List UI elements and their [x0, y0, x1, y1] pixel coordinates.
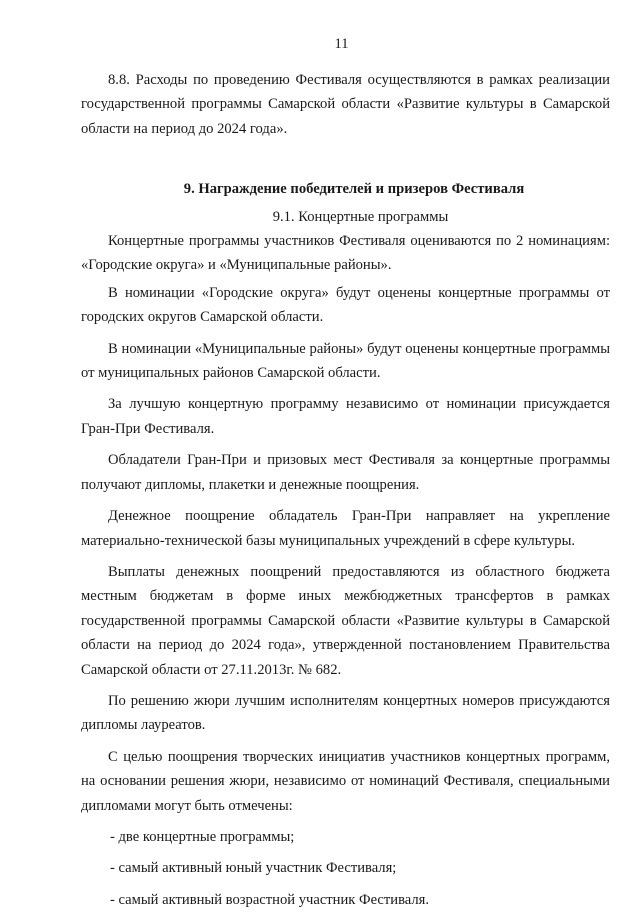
paragraph-payments: Выплаты денежных поощрений предоставляются из областного бюджета местным бюджетам в форме иных межбюджетных трансфертов в рамках государственной программы Самарской области «Развитие культуры в Самарской области на период до 2024 года», утвержденной постановлением Правительства Самарской области от 27.11.2013г. № 682.	[81, 563, 610, 678]
list-item: - самый активный возрастной участник Фестиваля.	[110, 891, 430, 908]
paragraph-city-districts: В номинации «Городские округа» будут оценены концертные программы от городских округов Самарской области.	[81, 284, 610, 326]
paragraph-winners-awards: Обладатели Гран-При и призовых мест Фестиваля за концертные программы получают дипломы, плакетки и денежные поощрения.	[81, 452, 610, 493]
section-9-title: 9. Награждение победителей и призеров Фестиваля	[183, 181, 525, 198]
paragraph-nominations: Концертные программы участников Фестиваля оцениваются по 2 номинациям: «Городские округа» и «Муниципальные районы».	[81, 233, 610, 274]
list-item: - две концертные программы;	[110, 828, 295, 845]
paragraph-laureate-diplomas: По решению жюри лучшим исполнителям концертных номеров присуждаются дипломы лауреатов.	[81, 692, 610, 734]
paragraph-monetary-reward: Денежное поощрение обладатель Гран-При направляет на укрепление материально-технической базы муниципальных учреждений в сфере культуры.	[81, 508, 610, 549]
document-body	[81, 68, 610, 912]
paragraph-grand-prix: За лучшую концертную программу независимо от номинации присуждается Гран-При Фестиваля.	[81, 396, 610, 437]
page-number: 11	[334, 36, 349, 52]
paragraph-special-diplomas: С целью поощрения творческих инициатив участников концертных программ, на основании решения жюри, независимо от номинаций Фестиваля, специальными дипломами могут быть отмечены:	[81, 748, 610, 814]
paragraph-8-8: 8.8. Расходы по проведению Фестиваля осуществляются в рамках реализации государственной программы Самарской области «Развитие культуры в Самарской области на период до 2024 года».	[81, 72, 610, 137]
subsection-9-1-title: 9.1. Концертные программы	[272, 208, 449, 225]
list-item: - самый активный юный участник Фестиваля;	[110, 860, 397, 877]
paragraph-municipal-districts: В номинации «Муниципальные районы» будут оценены концертные программы от муниципальных районов Самарской области.	[81, 340, 610, 382]
